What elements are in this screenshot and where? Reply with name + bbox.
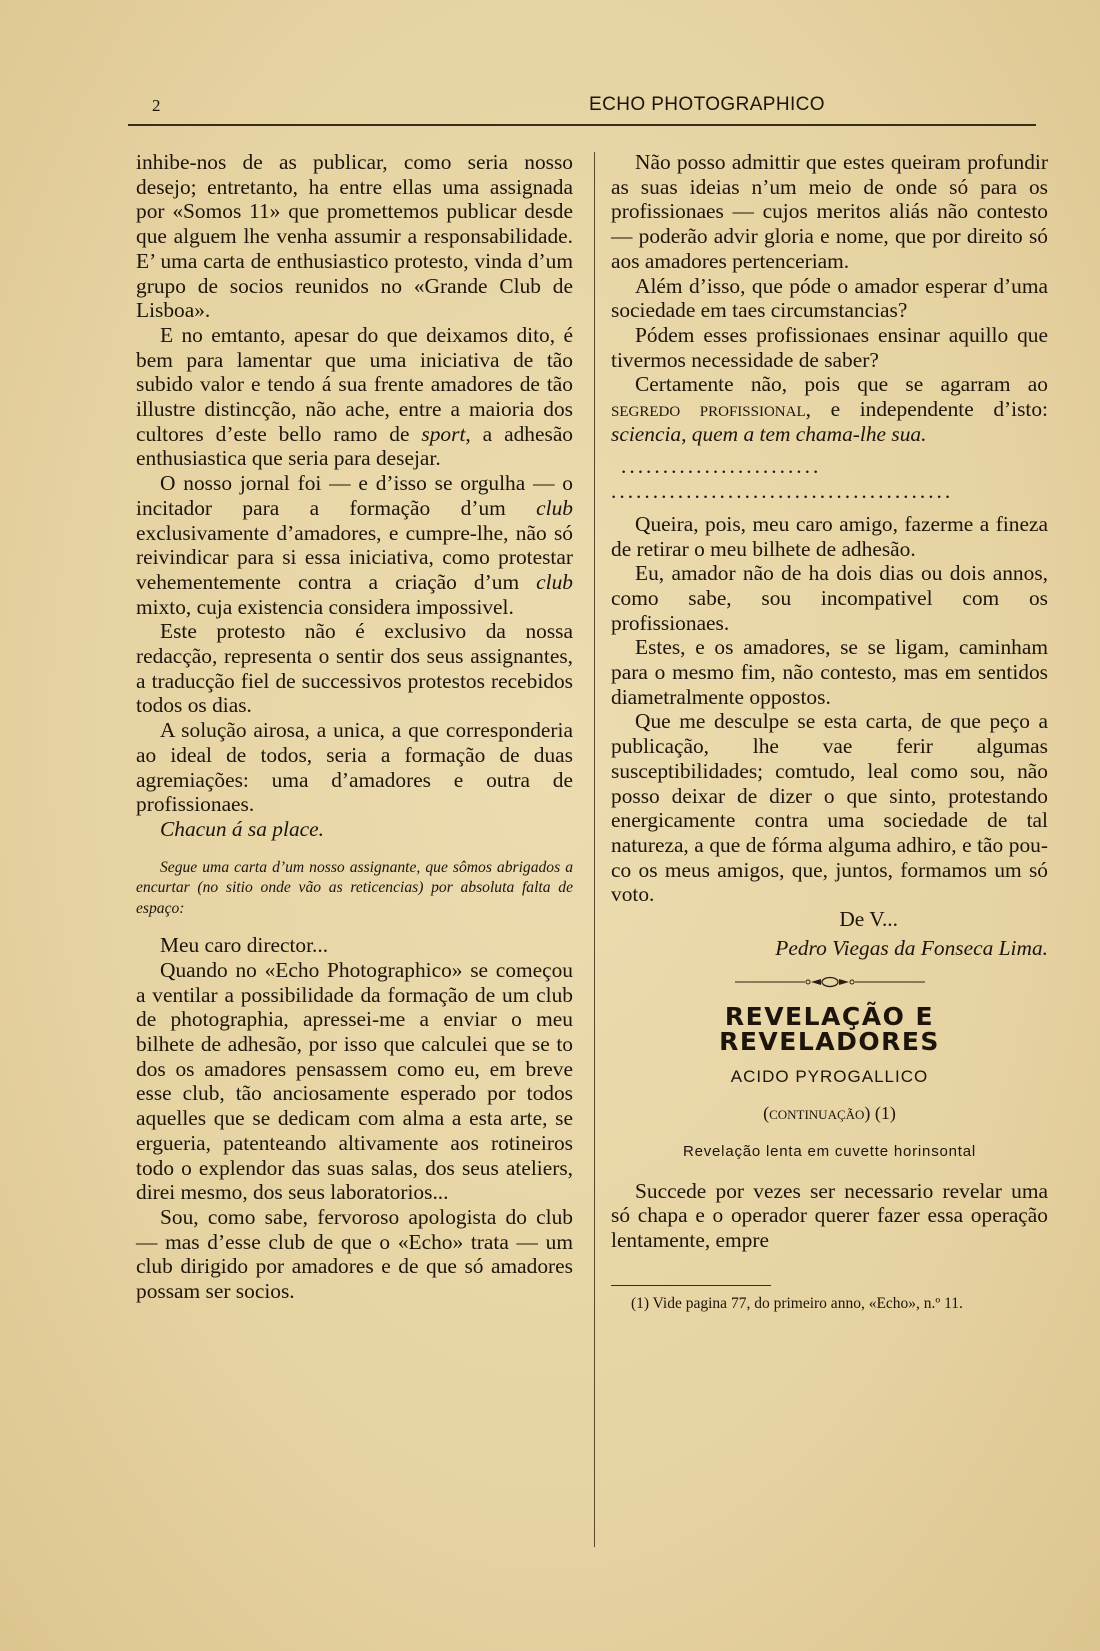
ornament-divider-icon <box>735 976 925 988</box>
paragraph: O nosso jornal foi — e d’isso se orgulha — o incitador para a formação d’um club exclusivamente d’amadores, e cumpre-lhe, não só reivindicar para si essa iniciativa, como protestar vehementemente contra a criação d’um club mixto, cuja existencia considera impossivel. <box>136 471 573 619</box>
section-subtitle: ACIDO PYROGALLICO <box>730 1066 929 1086</box>
header-rule <box>128 124 1036 126</box>
continuation-label: (continuação) (1) <box>763 1103 896 1124</box>
page-number: 2 <box>152 96 161 115</box>
ornament-divider <box>611 973 1048 998</box>
paragraph: Que me desculpe se esta carta, de que peço a publicação, lhe vae ferir algumas susceptibilidades; comtudo, leal como sou, não posso deixar de dizer o que sinto, protestando energicamente contra uma sociedade de tal natureza, a que de fórma alguma adhiro, e tão pouco os meus amigos, que, juntos, formamos um só voto. <box>611 709 1048 907</box>
left-column <box>136 150 573 1304</box>
paragraph: Sou, como sabe, fervoroso apologista do club — mas d’esse club de que o «Echo» trata — um club dirigido por amadores e de que só amadores possam ser socios. <box>136 1204 573 1304</box>
editor-note: Segue uma carta d’um nosso assignante, que sômos abrigados a encurtar (no sitio onde vão as reticencias) por absoluta falta de espaço: <box>136 858 573 917</box>
footnote: (1) Vide pagina 77, do primeiro anno, «Echo», n.º 11. <box>631 1294 963 1312</box>
paragraph: inhibe-nos de as publicar, como seria nosso desejo; entretanto, ha entre ellas uma assignada por «Somos 11» que promettemos publicar desde que alguem lhe venha assumir a responsabilidade. E’ uma carta de enthusiastico protesto, vinda d’um grupo de socios reunidos no «Grande Club de Lisboa». <box>136 150 573 323</box>
paragraph: Quando no «Echo Photographico» se começou a ventilar a possibilidade da formação de um club de photographia, apressei-me a enviar o meu bilhete de adhesão, por isso que calculei que se to dos os amadores pensassem como eu, em breve esse club, tão anciosamente esperado por todos aquelles que se dedicam com alma a esta arte, se ergueria, patenteando altivamente aos rotineiros todo o explendor das suas salas, dos seus ateliers, direi mesmo, dos seus laboratorios... <box>136 957 573 1205</box>
footnote-rule <box>611 1285 771 1286</box>
paragraph: Succede por vezes ser necessario revelar uma só chapa e o operador querer fazer essa operação lentamente, empre <box>611 1178 1048 1253</box>
paragraph: Além d’isso, que póde o amador esperar d’uma sociedade em taes circumstancias? <box>611 273 1048 323</box>
paragraph: Queira, pois, meu caro amigo, fazerme a fineza de retirar o meu bilhete de adhesão. <box>611 511 1048 561</box>
paragraph: Este protesto não é exclusivo da nossa redacção, representa o sentir dos seus assignantes, a traducção fiel de successivos protestos recebidos todos os dias. <box>136 619 573 718</box>
method-heading: Revelação lenta em cuvette horinsontal <box>682 1143 977 1161</box>
section-title: REVELAÇÃO E REVELADORES <box>719 1002 940 1056</box>
page-header <box>128 88 1036 124</box>
column-divider <box>594 152 595 1547</box>
letter-signature: Pedro Viegas da Fonseca Lima. <box>775 935 1048 960</box>
running-title: ECHO PHOTOGRAPHICO <box>589 94 825 115</box>
paragraph: E no emtanto, apesar do que deixamos dito, é bem para lamentar que uma iniciativa de tão subido valor e tendo á sua frente amadores de tão illustre distincção, não ache, entre a maioria dos cultores d’este bello ramo de sport, a adhesão enthusiastica que seria para desejar. <box>136 322 574 471</box>
letter-signoff: De V... <box>839 907 898 932</box>
paragraph: Certamente não, pois que se agarram ao segredo profissional, e independente d’isto: sciencia, quem a tem chama-lhe sua. <box>611 372 1049 446</box>
letter-greeting: Meu caro director... <box>160 933 329 958</box>
ellipsis-line: ........................ <box>621 454 822 479</box>
paragraph: Pódem esses profissionaes ensinar aquillo que tivermos necessidade de saber? <box>611 322 1048 372</box>
paragraph: Estes, e os amadores, se se ligam, caminham para o mesmo fim, não contesto, mas em sentidos diametralmente oppostos. <box>611 635 1048 709</box>
paragraph: Chacun á sa place. <box>160 816 324 841</box>
paragraph: Não posso admittir que estes queiram profundir as suas ideias n’um meio de onde só para os profissionaes — cujos meritos aliás não contesto — poderão advir gloria e nome, que por direito só aos amadores pertenceriam. <box>611 150 1048 273</box>
ellipsis-line: ......................................... <box>611 479 954 504</box>
paragraph: Eu, amador não de ha dois dias ou dois annos, como sabe, sou incompativel com os profissionaes. <box>611 561 1048 635</box>
paragraph: A solução airosa, a unica, a que corresponderia ao ideal de todos, seria a formação de duas agremiações: uma d’amadores e outra de profissionaes. <box>136 718 573 817</box>
right-column <box>611 150 1048 1314</box>
